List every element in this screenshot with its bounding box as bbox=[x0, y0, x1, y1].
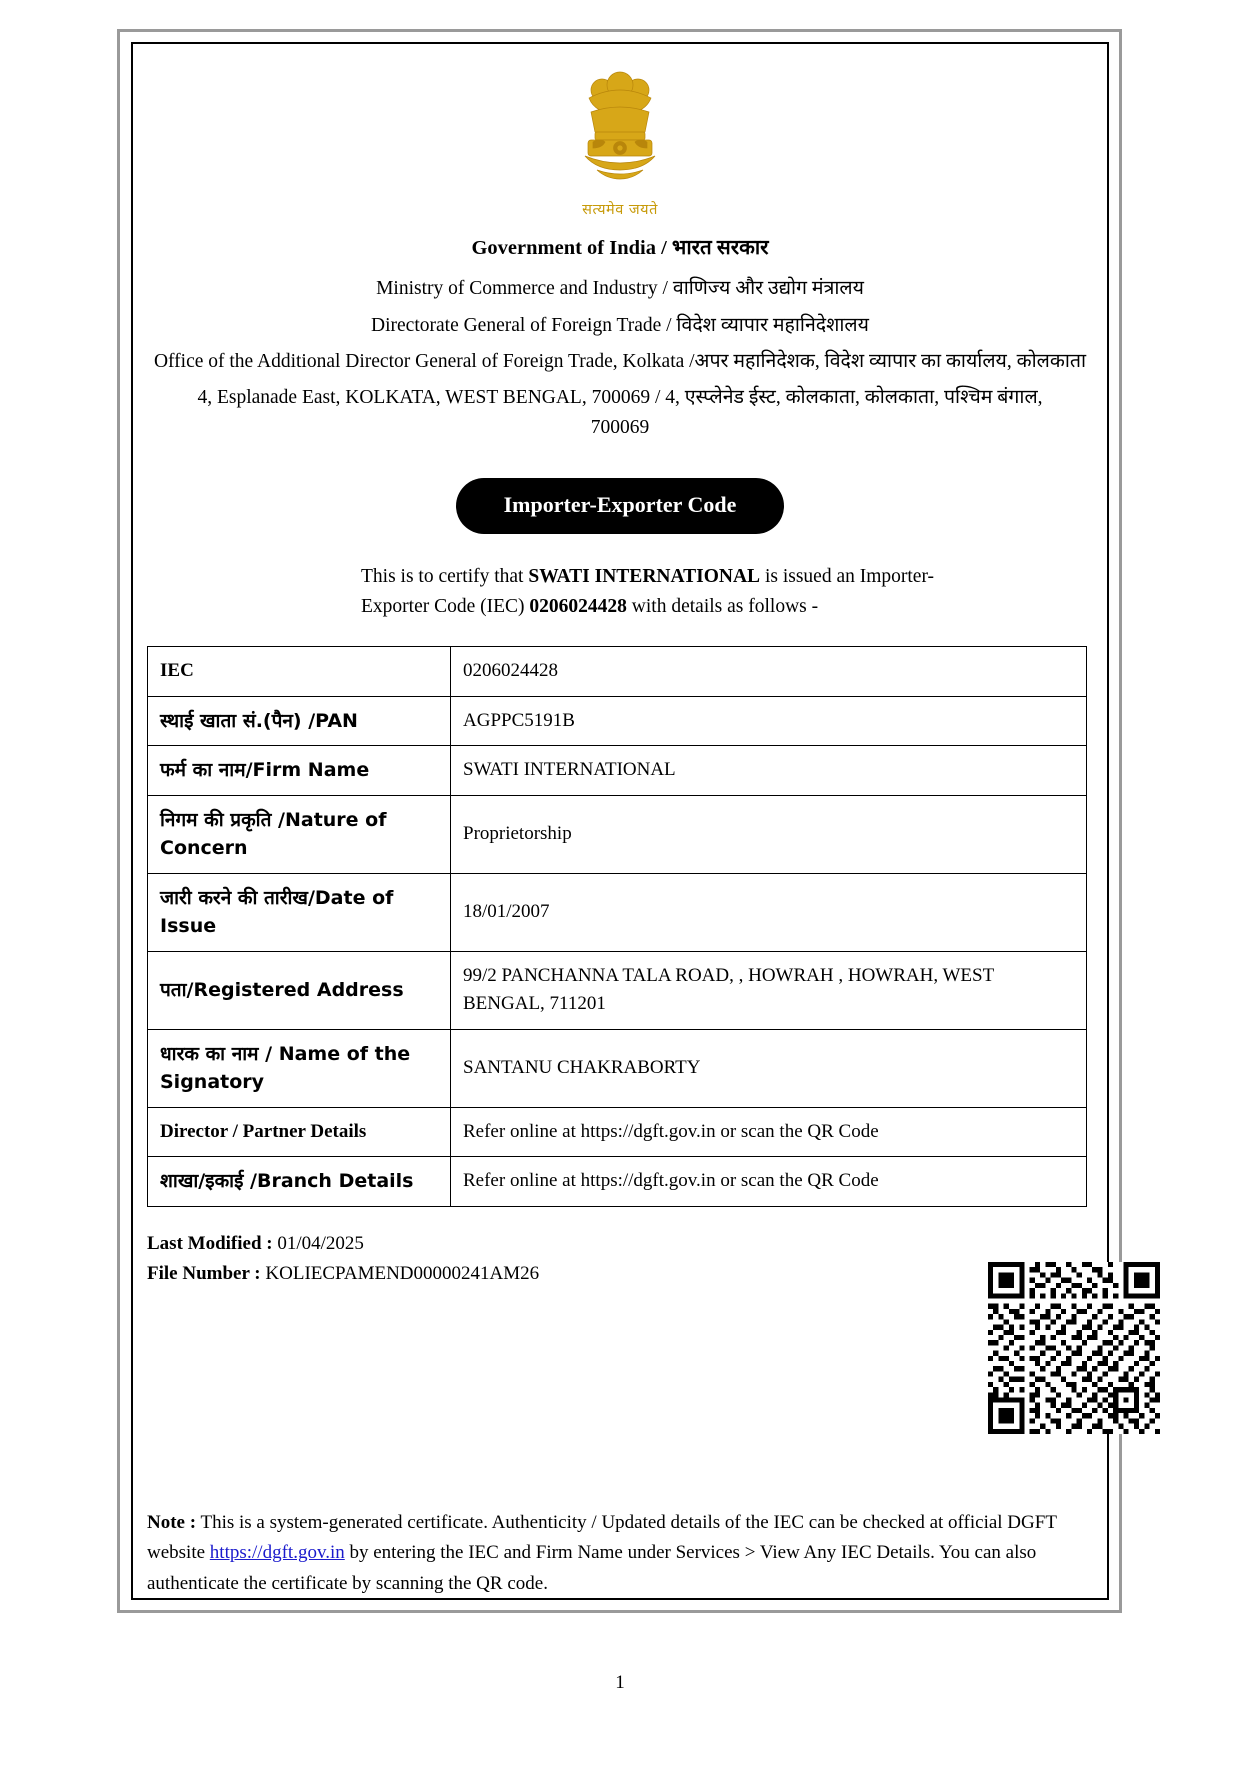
note-text-part2: by entering the IEC and Firm Name under Services > View Any IEC Details. You can also authenticate the certificate by scanning the QR code. bbox=[147, 1542, 1037, 1594]
last-modified bbox=[147, 1229, 1107, 1259]
page-number: 1 bbox=[615, 1672, 625, 1693]
row-value-date-of-issue: 18/01/2007 bbox=[451, 873, 1087, 951]
header-line-government: Government of India / भारत सरकार bbox=[471, 237, 769, 259]
row-label-pan: स्थाई खाता सं.(पैन) /PAN bbox=[148, 696, 451, 746]
last-modified-label: Last Modified : bbox=[147, 1232, 273, 1254]
row-value-iec: 0206024428 bbox=[451, 647, 1087, 697]
header-line-office: Office of the Additional Director General of Foreign Trade, Kolkata /अपर महानिदेशक, विदेश व्यापार का कार्यालय, कोलकाता bbox=[153, 351, 1087, 372]
table-row bbox=[148, 746, 1087, 796]
certify-statement bbox=[133, 562, 1107, 622]
row-value-signatory: SANTANU CHAKRABORTY bbox=[451, 1029, 1087, 1107]
note-label: Note : bbox=[147, 1512, 197, 1533]
title-pill-container bbox=[133, 478, 1107, 534]
file-number-value: KOLIECPAMEND00000241AM26 bbox=[260, 1262, 540, 1284]
row-label-director-partner-details: Director / Partner Details bbox=[148, 1107, 451, 1157]
table-row bbox=[148, 1157, 1087, 1207]
certificate-content bbox=[133, 44, 1107, 1598]
row-label-nature-of-concern: निगम की प्रकृति /Nature of Concern bbox=[148, 795, 451, 873]
row-value-registered-address: 99/2 PANCHANNA TALA ROAD, , HOWRAH , HOWRAH, WEST BENGAL, 711201 bbox=[451, 951, 1087, 1029]
certify-suffix: with details as follows - bbox=[626, 595, 819, 617]
header-line-ministry: Ministry of Commerce and Industry / वाणिज्य और उद्योग मंत्रालय bbox=[376, 278, 864, 299]
document-meta bbox=[147, 1229, 1107, 1290]
iec-details-table bbox=[147, 646, 1087, 1207]
india-national-emblem-icon bbox=[571, 68, 669, 200]
row-value-firm-name: SWATI INTERNATIONAL bbox=[451, 746, 1087, 796]
table-row bbox=[148, 795, 1087, 873]
table-row bbox=[148, 1029, 1087, 1107]
table-row bbox=[148, 873, 1087, 951]
table-row bbox=[148, 696, 1087, 746]
row-label-iec: IEC bbox=[148, 647, 451, 697]
note-text-part1: This is a system-generated certificate. Authenticity / Updated details of the IEC can be checked at official DGFT website bbox=[147, 1512, 1057, 1564]
emblem-motto: सत्यमेव जयते bbox=[582, 202, 658, 218]
row-value-nature-of-concern: Proprietorship bbox=[451, 795, 1087, 873]
certify-iec-number: 0206024428 bbox=[529, 595, 627, 617]
emblem-container bbox=[133, 44, 1107, 219]
file-number bbox=[147, 1259, 1107, 1289]
certify-middle: is issued an Importer-Exporter Code (IEC) bbox=[361, 565, 935, 617]
header-line-address: 4, Esplanade East, KOLKATA, WEST BENGAL, 700069 / 4, एस्प्लेनेड ईस्ट, कोलकाता, कोलकाता, पश्चिम बंगाल, 700069 bbox=[197, 387, 1043, 439]
note-block bbox=[147, 1508, 1087, 1599]
row-label-date-of-issue: जारी करने की तारीख/Date of Issue bbox=[148, 873, 451, 951]
page-title: Importer-Exporter Code bbox=[456, 478, 785, 534]
certify-firm-name: SWATI INTERNATIONAL bbox=[528, 565, 761, 587]
row-value-branch-details: Refer online at https://dgft.gov.in or scan the QR Code bbox=[451, 1157, 1087, 1207]
header-block bbox=[133, 233, 1107, 444]
table-row bbox=[148, 647, 1087, 697]
row-value-director-partner-details: Refer online at https://dgft.gov.in or scan the QR Code bbox=[451, 1107, 1087, 1157]
certify-prefix: This is to certify that bbox=[361, 565, 529, 587]
file-number-label: File Number : bbox=[147, 1262, 261, 1284]
table-row bbox=[148, 951, 1087, 1029]
row-label-registered-address: पता/Registered Address bbox=[148, 951, 451, 1029]
row-label-branch-details: शाखा/इकाई /Branch Details bbox=[148, 1157, 451, 1207]
qr-code-icon[interactable] bbox=[988, 1262, 1160, 1434]
dgft-website-link[interactable]: https://dgft.gov.in bbox=[209, 1542, 345, 1564]
row-label-signatory: धारक का नाम / Name of the Signatory bbox=[148, 1029, 451, 1107]
row-label-firm-name: फर्म का नाम/Firm Name bbox=[148, 746, 451, 796]
last-modified-value: 01/04/2025 bbox=[272, 1232, 364, 1254]
table-row bbox=[148, 1107, 1087, 1157]
header-line-directorate: Directorate General of Foreign Trade / विदेश व्यापार महानिदेशालय bbox=[371, 315, 869, 336]
row-value-pan: AGPPC5191B bbox=[451, 696, 1087, 746]
